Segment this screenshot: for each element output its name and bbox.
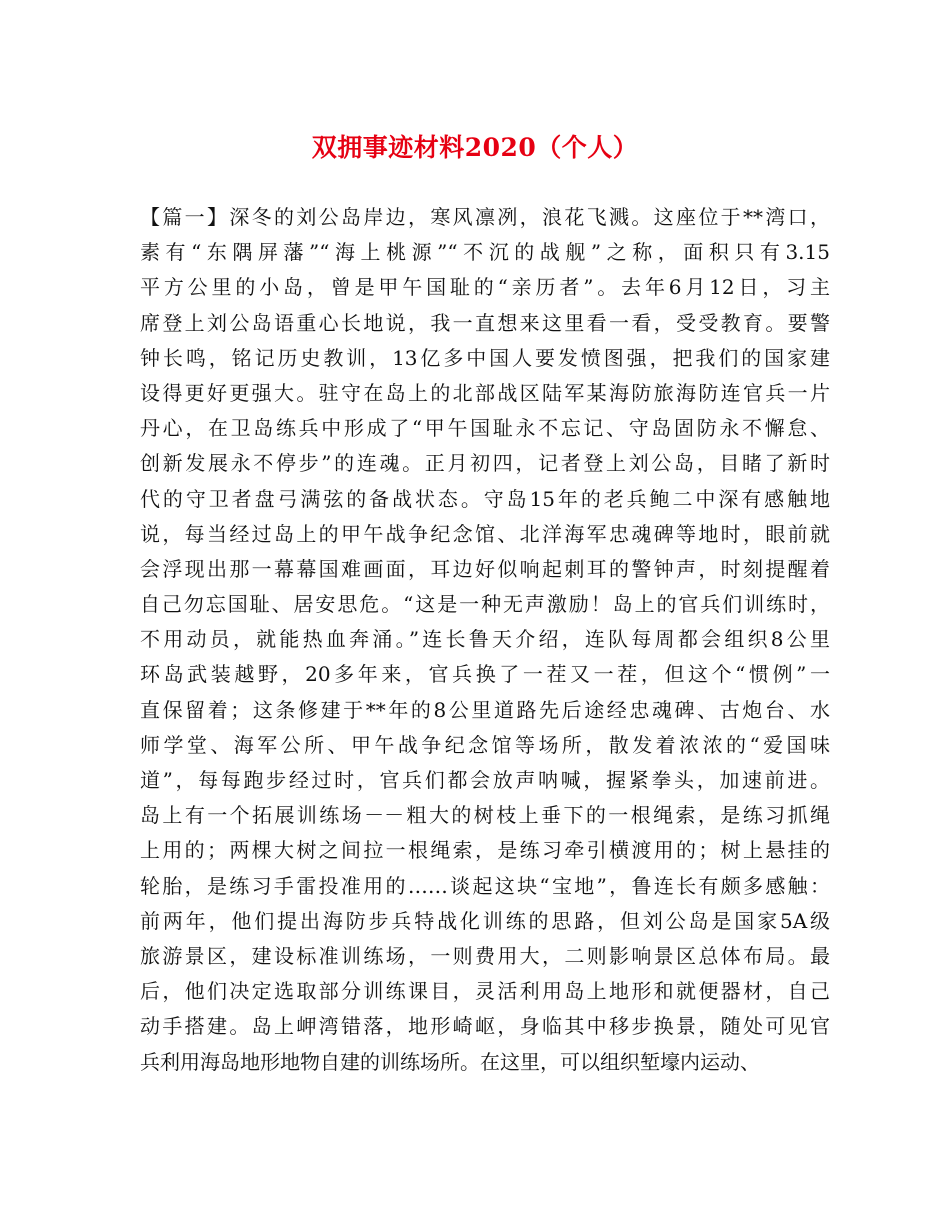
body-line: 道”，每每跑步经过时，官兵们都会放声呐喊，握紧拳头，加速前进。 — [140, 768, 830, 792]
body-line: 代的守卫者盘弓满弦的备战状态。守岛15年的老兵鲍二中深有感触地 — [140, 486, 830, 511]
body-line: 旅游景区，建设标准训练场，一则费用大，二则影响景区总体布局。最 — [140, 943, 830, 968]
body-line: 环岛武装越野，20多年来，官兵换了一茬又一茬，但这个“惯例”一 — [140, 662, 830, 687]
body-line: 席登上刘公岛语重心长地说，我一直想来这里看一看，受受教育。要警 — [140, 310, 830, 335]
body-line: 会浮现出那一幕幕国难画面，耳边好似响起刺耳的警钟声，时刻提醒着 — [140, 556, 830, 581]
body-line: 轮胎，是练习手雷投准用的……谈起这块“宝地”，鲁连长有颇多感触： — [140, 873, 830, 898]
body-line: 丹心，在卫岛练兵中形成了“甲午国耻永不忘记、守岛固防永不懈怠、 — [140, 416, 830, 441]
body-line: 素有“东隅屏藩”“海上桃源”“不沉的战舰”之称，面积只有3.15 — [140, 240, 830, 265]
body-line: 设得更好更强大。驻守在岛上的北部战区陆军某海防旅海防连官兵一片 — [140, 380, 830, 405]
body-line: 上用的；两棵大树之间拉一根绳索，是练习牵引横渡用的；树上悬挂的 — [140, 838, 830, 863]
body-line: 兵利用海岛地形地物自建的训练场所。在这里，可以组织堑壕内运动、 — [140, 1049, 760, 1074]
body-line: 平方公里的小岛，曾是甲午国耻的“亲历者”。去年6月12日，习主 — [140, 275, 830, 300]
body-line: 动手搭建。岛上岬湾错落，地形崎岖，身临其中移步换景，随处可见官 — [140, 1014, 830, 1039]
document-body — [140, 200, 830, 1080]
body-line: 自己勿忘国耻、居安思危。“这是一种无声激励！岛上的官兵们训练时， — [140, 592, 830, 617]
body-line: 后，他们决定选取部分训练课目，灵活利用岛上地形和就便器材，自己 — [140, 979, 830, 1004]
body-line: 说，每当经过岛上的甲午战争纪念馆、北洋海军忠魂碑等地时，眼前就 — [140, 521, 830, 546]
body-line: 前两年，他们提出海防步兵特战化训练的思路，但刘公岛是国家5A级 — [140, 908, 830, 933]
body-line: 【篇一】深冬的刘公岛岸边，寒风凛冽，浪花飞溅。这座位于**湾口， — [140, 205, 830, 229]
document-title: 双拥事迹材料2020（个人） — [311, 133, 639, 162]
body-line: 直保留着；这条修建于**年的8公里道路先后途经忠魂碑、古炮台、水 — [140, 697, 830, 722]
body-line: 钟长鸣，铭记历史教训，13亿多中国人要发愤图强，把我们的国家建 — [140, 345, 830, 370]
body-line: 创新发展永不停步”的连魂。正月初四，记者登上刘公岛，目睹了新时 — [140, 451, 830, 476]
body-line: 不用动员，就能热血奔涌。”连长鲁天介绍，连队每周都会组织8公里 — [140, 627, 830, 652]
body-line: 岛上有一个拓展训练场－－粗大的树枝上垂下的一根绳索，是练习抓绳 — [140, 803, 830, 828]
body-line: 师学堂、海军公所、甲午战争纪念馆等场所，散发着浓浓的“爱国味 — [140, 732, 830, 757]
